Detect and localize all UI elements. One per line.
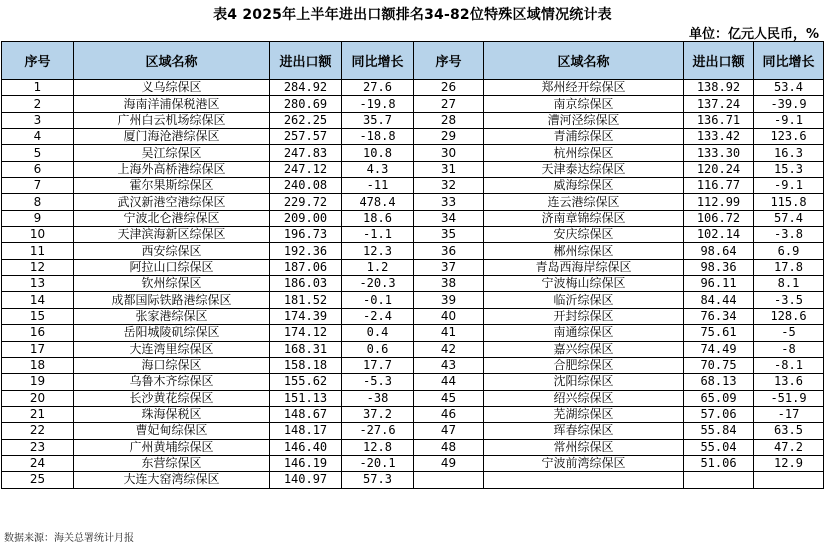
data-table bbox=[1, 41, 824, 489]
table-row bbox=[2, 227, 824, 243]
cell-seq: 19 bbox=[2, 374, 74, 390]
cell-region-name: 青岛西海岸综保区 bbox=[484, 259, 684, 275]
cell-growth: -0.1 bbox=[342, 292, 414, 308]
cell-seq: 48 bbox=[414, 439, 484, 455]
table-row bbox=[2, 96, 824, 112]
cell-region-name: 广州白云机场综保区 bbox=[74, 112, 270, 128]
cell-region-name: 西安综保区 bbox=[74, 243, 270, 259]
cell-seq: 42 bbox=[414, 341, 484, 357]
cell-growth: -39.9 bbox=[754, 96, 824, 112]
cell-value: 55.84 bbox=[684, 423, 754, 439]
cell-seq: 28 bbox=[414, 112, 484, 128]
cell-growth: -20.3 bbox=[342, 276, 414, 292]
cell-value: 148.17 bbox=[270, 423, 342, 439]
header-value: 进出口额 bbox=[270, 42, 342, 80]
cell-region-name: 宁波北仑港综保区 bbox=[74, 210, 270, 226]
cell-seq: 29 bbox=[414, 129, 484, 145]
table-row bbox=[2, 161, 824, 177]
cell-region-name: 成都国际铁路港综保区 bbox=[74, 292, 270, 308]
cell-growth: -2.4 bbox=[342, 308, 414, 324]
cell-growth: -5 bbox=[754, 325, 824, 341]
cell-growth: -27.6 bbox=[342, 423, 414, 439]
cell-region-name: 威海综保区 bbox=[484, 178, 684, 194]
cell-value: 196.73 bbox=[270, 227, 342, 243]
cell-region-name: 武汉新港空港综保区 bbox=[74, 194, 270, 210]
cell-value: 257.57 bbox=[270, 129, 342, 145]
cell-value: 209.00 bbox=[270, 210, 342, 226]
table-row bbox=[2, 276, 824, 292]
table-row bbox=[2, 259, 824, 275]
cell-growth: 0.4 bbox=[342, 325, 414, 341]
cell-region-name: 郑州经开综保区 bbox=[484, 80, 684, 96]
cell-value: 168.31 bbox=[270, 341, 342, 357]
cell-region-name: 海南洋浦保税港区 bbox=[74, 96, 270, 112]
cell-region-name: 岳阳城陵矶综保区 bbox=[74, 325, 270, 341]
cell-growth: 12.3 bbox=[342, 243, 414, 259]
cell-value: 138.92 bbox=[684, 80, 754, 96]
cell-region-name: 连云港综保区 bbox=[484, 194, 684, 210]
cell-seq: 24 bbox=[2, 455, 74, 471]
cell-seq: 33 bbox=[414, 194, 484, 210]
table-row bbox=[2, 145, 824, 161]
cell-value: 65.09 bbox=[684, 390, 754, 406]
cell-seq: 39 bbox=[414, 292, 484, 308]
cell-value: 57.06 bbox=[684, 406, 754, 422]
cell-region-name: 大连大窑湾综保区 bbox=[74, 472, 270, 488]
cell-value: 136.71 bbox=[684, 112, 754, 128]
cell-seq: 1 bbox=[2, 80, 74, 96]
cell-growth: 57.3 bbox=[342, 472, 414, 488]
cell-seq: 38 bbox=[414, 276, 484, 292]
cell-region-name: 上海外高桥港综保区 bbox=[74, 161, 270, 177]
cell-growth: -20.1 bbox=[342, 455, 414, 471]
data-source: 数据来源：海关总署统计月报 bbox=[4, 533, 134, 544]
cell-value: 247.83 bbox=[270, 145, 342, 161]
cell-region-name: 嘉兴综保区 bbox=[484, 341, 684, 357]
cell-growth: -8.1 bbox=[754, 357, 824, 373]
cell-region-name: 开封综保区 bbox=[484, 308, 684, 324]
cell-value: 116.77 bbox=[684, 178, 754, 194]
cell-region-name: 宁波前湾综保区 bbox=[484, 455, 684, 471]
cell-seq: 2 bbox=[2, 96, 74, 112]
cell-seq: 9 bbox=[2, 210, 74, 226]
table-row bbox=[2, 112, 824, 128]
cell-growth: 17.8 bbox=[754, 259, 824, 275]
cell-seq: 23 bbox=[2, 439, 74, 455]
cell-growth: 35.7 bbox=[342, 112, 414, 128]
cell-growth: -3.8 bbox=[754, 227, 824, 243]
cell-region-name: 漕河泾综保区 bbox=[484, 112, 684, 128]
cell-region-name: 天津滨海新区综保区 bbox=[74, 227, 270, 243]
cell-seq: 46 bbox=[414, 406, 484, 422]
table-row bbox=[2, 439, 824, 455]
cell-growth: -51.9 bbox=[754, 390, 824, 406]
cell-growth: -11 bbox=[342, 178, 414, 194]
cell-region-name: 沈阳综保区 bbox=[484, 374, 684, 390]
cell-growth: 13.6 bbox=[754, 374, 824, 390]
cell-value: 120.24 bbox=[684, 161, 754, 177]
cell-growth: -18.8 bbox=[342, 129, 414, 145]
table-row bbox=[2, 341, 824, 357]
cell-seq: 4 bbox=[2, 129, 74, 145]
cell-seq: 43 bbox=[414, 357, 484, 373]
header-seq: 序号 bbox=[414, 42, 484, 80]
cell-value: 98.64 bbox=[684, 243, 754, 259]
cell-region-name: 青浦综保区 bbox=[484, 129, 684, 145]
cell-region-name: 长沙黄花综保区 bbox=[74, 390, 270, 406]
unit-label: 单位：亿元人民币，% bbox=[688, 27, 819, 42]
cell-region-name: 合肥综保区 bbox=[484, 357, 684, 373]
cell-region-name: 芜湖综保区 bbox=[484, 406, 684, 422]
cell-region-name: 乌鲁木齐综保区 bbox=[74, 374, 270, 390]
cell-growth: 6.9 bbox=[754, 243, 824, 259]
cell-value: 151.13 bbox=[270, 390, 342, 406]
cell-region-name: 珲春综保区 bbox=[484, 423, 684, 439]
cell-growth: -3.5 bbox=[754, 292, 824, 308]
cell-value: 84.44 bbox=[684, 292, 754, 308]
cell-seq: 5 bbox=[2, 145, 74, 161]
cell-seq: 49 bbox=[414, 455, 484, 471]
table-row bbox=[2, 423, 824, 439]
cell-seq: 21 bbox=[2, 406, 74, 422]
table-row bbox=[2, 374, 824, 390]
cell-region-name: 郴州综保区 bbox=[484, 243, 684, 259]
cell-region-name: 天津泰达综保区 bbox=[484, 161, 684, 177]
cell-growth: -9.1 bbox=[754, 178, 824, 194]
table-row bbox=[2, 129, 824, 145]
cell-growth: 12.9 bbox=[754, 455, 824, 471]
cell-region-name: 海口综保区 bbox=[74, 357, 270, 373]
cell-value: 262.25 bbox=[270, 112, 342, 128]
cell-region-name: 义乌综保区 bbox=[74, 80, 270, 96]
cell-seq: 47 bbox=[414, 423, 484, 439]
table-row bbox=[2, 357, 824, 373]
cell-seq: 32 bbox=[414, 178, 484, 194]
cell-value: 98.36 bbox=[684, 259, 754, 275]
table-row bbox=[2, 325, 824, 341]
cell-seq bbox=[414, 472, 484, 488]
cell-region-name: 东营综保区 bbox=[74, 455, 270, 471]
cell-growth: -1.1 bbox=[342, 227, 414, 243]
cell-growth: 18.6 bbox=[342, 210, 414, 226]
cell-seq: 41 bbox=[414, 325, 484, 341]
table-body bbox=[2, 80, 824, 489]
header-region: 区域名称 bbox=[484, 42, 684, 80]
cell-seq: 30 bbox=[414, 145, 484, 161]
cell-seq: 45 bbox=[414, 390, 484, 406]
cell-value: 186.03 bbox=[270, 276, 342, 292]
cell-growth: 53.4 bbox=[754, 80, 824, 96]
cell-value: 102.14 bbox=[684, 227, 754, 243]
cell-region-name: 常州综保区 bbox=[484, 439, 684, 455]
cell-growth: 57.4 bbox=[754, 210, 824, 226]
cell-seq: 35 bbox=[414, 227, 484, 243]
header-value: 进出口额 bbox=[684, 42, 754, 80]
cell-value: 155.62 bbox=[270, 374, 342, 390]
table-row bbox=[2, 292, 824, 308]
cell-value: 51.06 bbox=[684, 455, 754, 471]
header-seq: 序号 bbox=[2, 42, 74, 80]
cell-value: 192.36 bbox=[270, 243, 342, 259]
cell-value: 229.72 bbox=[270, 194, 342, 210]
cell-growth: 128.6 bbox=[754, 308, 824, 324]
cell-seq: 37 bbox=[414, 259, 484, 275]
cell-value: 70.75 bbox=[684, 357, 754, 373]
cell-growth: -38 bbox=[342, 390, 414, 406]
cell-region-name bbox=[484, 472, 684, 488]
cell-region-name: 曹妃甸综保区 bbox=[74, 423, 270, 439]
cell-value: 181.52 bbox=[270, 292, 342, 308]
cell-value: 174.12 bbox=[270, 325, 342, 341]
cell-value bbox=[684, 472, 754, 488]
cell-seq: 14 bbox=[2, 292, 74, 308]
cell-region-name: 霍尔果斯综保区 bbox=[74, 178, 270, 194]
cell-seq: 44 bbox=[414, 374, 484, 390]
cell-value: 280.69 bbox=[270, 96, 342, 112]
cell-value: 106.72 bbox=[684, 210, 754, 226]
cell-growth: 16.3 bbox=[754, 145, 824, 161]
cell-seq: 26 bbox=[414, 80, 484, 96]
cell-region-name: 大连湾里综保区 bbox=[74, 341, 270, 357]
cell-growth: 63.5 bbox=[754, 423, 824, 439]
header-row bbox=[2, 42, 824, 80]
cell-region-name: 临沂综保区 bbox=[484, 292, 684, 308]
table-row bbox=[2, 455, 824, 471]
cell-value: 55.04 bbox=[684, 439, 754, 455]
cell-growth: 1.2 bbox=[342, 259, 414, 275]
cell-growth: 10.8 bbox=[342, 145, 414, 161]
cell-value: 74.49 bbox=[684, 341, 754, 357]
cell-value: 158.18 bbox=[270, 357, 342, 373]
cell-growth: 37.2 bbox=[342, 406, 414, 422]
cell-growth: 12.8 bbox=[342, 439, 414, 455]
table-row bbox=[2, 178, 824, 194]
table-row bbox=[2, 390, 824, 406]
cell-region-name: 南通综保区 bbox=[484, 325, 684, 341]
table-row bbox=[2, 406, 824, 422]
cell-value: 133.42 bbox=[684, 129, 754, 145]
cell-seq: 7 bbox=[2, 178, 74, 194]
cell-growth: 4.3 bbox=[342, 161, 414, 177]
cell-value: 75.61 bbox=[684, 325, 754, 341]
cell-growth: -9.1 bbox=[754, 112, 824, 128]
header-growth: 同比增长 bbox=[342, 42, 414, 80]
table-row bbox=[2, 243, 824, 259]
cell-region-name: 南京综保区 bbox=[484, 96, 684, 112]
cell-seq: 11 bbox=[2, 243, 74, 259]
cell-value: 133.30 bbox=[684, 145, 754, 161]
cell-region-name: 安庆综保区 bbox=[484, 227, 684, 243]
cell-value: 140.97 bbox=[270, 472, 342, 488]
cell-seq: 31 bbox=[414, 161, 484, 177]
cell-region-name: 济南章锦综保区 bbox=[484, 210, 684, 226]
cell-growth: 123.6 bbox=[754, 129, 824, 145]
cell-region-name: 吴江综保区 bbox=[74, 145, 270, 161]
cell-value: 247.12 bbox=[270, 161, 342, 177]
cell-seq: 13 bbox=[2, 276, 74, 292]
cell-growth: 115.8 bbox=[754, 194, 824, 210]
cell-seq: 18 bbox=[2, 357, 74, 373]
cell-region-name: 厦门海沧港综保区 bbox=[74, 129, 270, 145]
cell-seq: 16 bbox=[2, 325, 74, 341]
cell-value: 284.92 bbox=[270, 80, 342, 96]
cell-seq: 15 bbox=[2, 308, 74, 324]
cell-value: 146.19 bbox=[270, 455, 342, 471]
cell-region-name: 宁波梅山综保区 bbox=[484, 276, 684, 292]
cell-growth: -5.3 bbox=[342, 374, 414, 390]
cell-seq: 40 bbox=[414, 308, 484, 324]
cell-seq: 34 bbox=[414, 210, 484, 226]
cell-region-name: 珠海保税区 bbox=[74, 406, 270, 422]
cell-region-name: 阿拉山口综保区 bbox=[74, 259, 270, 275]
cell-value: 76.34 bbox=[684, 308, 754, 324]
cell-region-name: 绍兴综保区 bbox=[484, 390, 684, 406]
cell-growth bbox=[754, 472, 824, 488]
cell-seq: 22 bbox=[2, 423, 74, 439]
cell-value: 240.08 bbox=[270, 178, 342, 194]
cell-growth: -17 bbox=[754, 406, 824, 422]
cell-seq: 10 bbox=[2, 227, 74, 243]
table-row bbox=[2, 194, 824, 210]
cell-growth: 0.6 bbox=[342, 341, 414, 357]
header-region: 区域名称 bbox=[74, 42, 270, 80]
table-row bbox=[2, 308, 824, 324]
cell-seq: 20 bbox=[2, 390, 74, 406]
cell-growth: 17.7 bbox=[342, 357, 414, 373]
table-row bbox=[2, 80, 824, 96]
cell-region-name: 张家港综保区 bbox=[74, 308, 270, 324]
cell-region-name: 钦州综保区 bbox=[74, 276, 270, 292]
cell-seq: 12 bbox=[2, 259, 74, 275]
table-row bbox=[2, 210, 824, 226]
cell-seq: 6 bbox=[2, 161, 74, 177]
cell-value: 96.11 bbox=[684, 276, 754, 292]
cell-value: 187.06 bbox=[270, 259, 342, 275]
cell-value: 112.99 bbox=[684, 194, 754, 210]
cell-seq: 36 bbox=[414, 243, 484, 259]
cell-seq: 25 bbox=[2, 472, 74, 488]
cell-growth: 27.6 bbox=[342, 80, 414, 96]
cell-growth: 8.1 bbox=[754, 276, 824, 292]
cell-seq: 8 bbox=[2, 194, 74, 210]
cell-seq: 17 bbox=[2, 341, 74, 357]
cell-growth: 15.3 bbox=[754, 161, 824, 177]
table-title: 表4 2025年上半年进出口额排名34-82位特殊区域情况统计表 bbox=[213, 7, 612, 23]
cell-growth: -8 bbox=[754, 341, 824, 357]
cell-region-name: 杭州综保区 bbox=[484, 145, 684, 161]
cell-seq: 27 bbox=[414, 96, 484, 112]
cell-value: 137.24 bbox=[684, 96, 754, 112]
cell-growth: 478.4 bbox=[342, 194, 414, 210]
cell-value: 146.40 bbox=[270, 439, 342, 455]
header-growth: 同比增长 bbox=[754, 42, 824, 80]
cell-value: 68.13 bbox=[684, 374, 754, 390]
cell-value: 174.39 bbox=[270, 308, 342, 324]
table-row bbox=[2, 472, 824, 488]
cell-value: 148.67 bbox=[270, 406, 342, 422]
cell-region-name: 广州黄埔综保区 bbox=[74, 439, 270, 455]
cell-seq: 3 bbox=[2, 112, 74, 128]
cell-growth: -19.8 bbox=[342, 96, 414, 112]
cell-growth: 47.2 bbox=[754, 439, 824, 455]
